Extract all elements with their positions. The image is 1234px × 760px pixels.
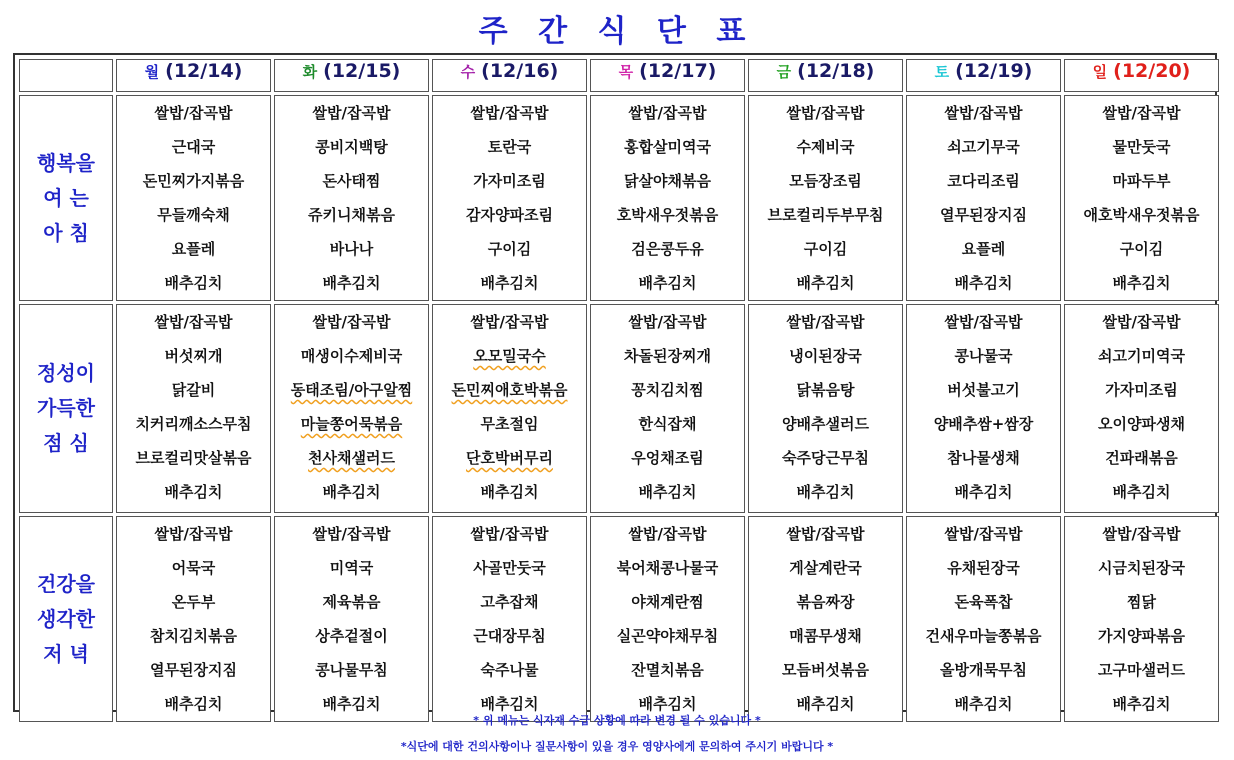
menu-item: 사골만둣국	[473, 559, 546, 577]
menu-item: 코다리조림	[947, 172, 1020, 190]
weekday-icon: 화	[302, 63, 318, 81]
menu-item: 천사채샐러드	[308, 449, 395, 467]
note-line-2: *식단에 대한 건의사항이나 질문사항이 있을 경우 영양사에게 문의하여 주시기 바랍니다 *	[400, 740, 834, 753]
menu-item: 가자미조림	[473, 172, 546, 190]
weekday-icon: 토	[934, 63, 950, 81]
menu-cell	[274, 95, 429, 301]
menu-item: 배추김치	[1112, 274, 1171, 292]
menu-item: 요플레	[961, 240, 1006, 258]
menu-item: 올방개묵무침	[940, 661, 1027, 679]
menu-item: 배추김치	[164, 274, 223, 292]
menu-cell	[432, 95, 587, 301]
meal-label-line: 생각한	[37, 606, 95, 631]
menu-item: 가자미조림	[1105, 381, 1178, 399]
menu-item: 무들깨숙채	[157, 206, 230, 224]
menu-cell	[274, 304, 429, 513]
meal-label-line: 행복을	[37, 150, 95, 175]
menu-item: 야채계란찜	[631, 593, 704, 611]
menu-item: 미역국	[329, 559, 374, 577]
menu-item: 배추김치	[796, 695, 855, 713]
menu-item: 쌀밥/잡곡밥	[312, 525, 391, 543]
menu-item: 참나물생채	[947, 449, 1020, 467]
menu-item: 양배추쌈+쌈장	[933, 415, 1034, 433]
menu-item: 한식잡채	[638, 415, 697, 433]
menu-item: 닭볶음탕	[796, 381, 855, 399]
meal-label-line: 저 녁	[43, 641, 89, 666]
menu-cell	[432, 516, 587, 722]
menu-item: 꽁치김치찜	[631, 381, 704, 399]
menu-item: 쌀밥/잡곡밥	[312, 104, 391, 122]
menu-item: 쌀밥/잡곡밥	[944, 525, 1023, 543]
menu-item: 요플레	[171, 240, 216, 258]
meal-row	[19, 95, 1219, 301]
menu-cell	[906, 516, 1061, 722]
menu-item: 숙주나물	[480, 661, 539, 679]
menu-item: 숙주당근무침	[782, 449, 869, 467]
day-header	[432, 59, 587, 92]
menu-cell	[1064, 304, 1219, 513]
menu-cell	[116, 95, 271, 301]
menu-item: 매생이수제비국	[300, 347, 403, 365]
menu-item: 쌀밥/잡곡밥	[628, 525, 707, 543]
menu-item: 애호박새우젓볶음	[1083, 206, 1200, 224]
menu-item: 버섯불고기	[947, 381, 1020, 399]
day-header	[906, 59, 1061, 92]
menu-item: 볶음짜장	[796, 593, 855, 611]
menu-item: 쌀밥/잡곡밥	[154, 104, 233, 122]
menu-item: 쥬키니채볶음	[308, 206, 395, 224]
menu-item: 건파래볶음	[1105, 449, 1178, 467]
menu-item: 고추잡채	[480, 593, 539, 611]
day-date-label: (12/14)	[165, 60, 243, 82]
menu-item: 돈민찌가지볶음	[142, 172, 245, 190]
menu-item: 배추김치	[480, 695, 539, 713]
meal-row	[19, 516, 1219, 722]
day-date-label: (12/20)	[1113, 60, 1191, 82]
meal-label-line: 정성이	[37, 361, 95, 385]
menu-item: 잔멸치볶음	[631, 661, 704, 679]
menu-item: 돈육폭찹	[954, 593, 1013, 611]
menu-item: 쌀밥/잡곡밥	[944, 104, 1023, 122]
menu-item: 상추겉절이	[315, 627, 388, 645]
day-header	[590, 59, 745, 92]
menu-cell	[748, 516, 903, 722]
menu-cell	[906, 304, 1061, 513]
menu-item: 온두부	[171, 593, 216, 611]
menu-item: 쌀밥/잡곡밥	[470, 313, 549, 331]
menu-item: 구이김	[1119, 240, 1164, 258]
menu-item: 동태조림/아구알찜	[290, 381, 413, 399]
menu-item: 배추김치	[1112, 483, 1171, 501]
menu-item: 쌀밥/잡곡밥	[944, 313, 1023, 331]
meal-label-line: 건강을	[37, 571, 95, 596]
menu-item: 쌀밥/잡곡밥	[786, 313, 865, 331]
day-date-label: (12/16)	[481, 60, 559, 82]
meal-label-line: 아 침	[43, 220, 89, 245]
menu-item: 단호박버무리	[466, 449, 553, 467]
menu-cell	[590, 304, 745, 513]
corner-cell	[19, 59, 113, 92]
weekday-icon: 월	[144, 63, 160, 81]
menu-item: 닭갈비	[171, 381, 216, 399]
menu-item: 마파두부	[1112, 172, 1171, 190]
header-row	[19, 59, 1219, 92]
meal-row	[19, 304, 1219, 513]
menu-item: 배추김치	[1112, 695, 1171, 713]
menu-cell	[590, 95, 745, 301]
menu-cell	[274, 516, 429, 722]
menu-item: 무초절임	[480, 415, 539, 433]
menu-item: 물만둣국	[1112, 138, 1171, 156]
menu-item: 배추김치	[954, 274, 1013, 292]
menu-item: 바나나	[329, 240, 374, 258]
menu-cell	[748, 95, 903, 301]
menu-item: 호박새우젓볶음	[616, 206, 719, 224]
menu-item: 배추김치	[164, 483, 223, 501]
menu-cell	[432, 304, 587, 513]
menu-item: 구이김	[487, 240, 532, 258]
menu-item: 배추김치	[322, 274, 381, 292]
day-date-label: (12/17)	[639, 60, 717, 82]
menu-item: 버섯찌개	[164, 347, 223, 365]
menu-item: 쌀밥/잡곡밥	[470, 525, 549, 543]
menu-item: 시금치된장국	[1098, 559, 1185, 577]
weekday-icon: 일	[1092, 63, 1108, 81]
menu-item: 열무된장지짐	[940, 206, 1027, 224]
menu-item: 쌀밥/잡곡밥	[628, 104, 707, 122]
menu-item: 우엉채조림	[631, 449, 704, 467]
menu-item: 쌀밥/잡곡밥	[470, 104, 549, 122]
menu-item: 양배추샐러드	[782, 415, 869, 433]
menu-item: 쌀밥/잡곡밥	[1102, 313, 1181, 331]
menu-item: 근대장무침	[473, 627, 546, 645]
menu-item: 치커리깨소스무침	[135, 415, 252, 433]
menu-item: 수제비국	[796, 138, 855, 156]
meal-label-line: 가득한	[37, 396, 95, 420]
menu-item: 쌀밥/잡곡밥	[154, 525, 233, 543]
menu-item: 배추김치	[796, 274, 855, 292]
menu-item: 토란국	[487, 138, 532, 156]
menu-item: 쌀밥/잡곡밥	[786, 525, 865, 543]
menu-item: 마늘쫑어묵볶음	[300, 415, 403, 433]
menu-item: 모듬버섯볶음	[782, 661, 869, 679]
menu-item: 닭살야채볶음	[624, 172, 711, 190]
menu-item: 게살계란국	[789, 559, 862, 577]
menu-item: 가지양파볶음	[1098, 627, 1185, 645]
menu-item: 콩나물무침	[315, 661, 388, 679]
menu-item: 쌀밥/잡곡밥	[786, 104, 865, 122]
menu-item: 배추김치	[480, 483, 539, 501]
menu-item: 감자양파조림	[466, 206, 553, 224]
menu-item: 쇠고기미역국	[1098, 347, 1185, 365]
menu-item: 어묵국	[171, 559, 216, 577]
weekday-icon: 수	[460, 63, 476, 81]
menu-item: 고구마샐러드	[1098, 661, 1185, 679]
meal-label	[19, 304, 113, 513]
day-header	[1064, 59, 1219, 92]
menu-item: 쌀밥/잡곡밥	[154, 313, 233, 331]
menu-cell	[590, 516, 745, 722]
menu-item: 오모밀국수	[473, 347, 546, 365]
menu-item: 쇠고기무국	[947, 138, 1020, 156]
meal-label-line: 여 는	[43, 185, 89, 210]
menu-item: 냉이된장국	[789, 347, 862, 365]
menu-item: 배추김치	[322, 695, 381, 713]
day-date-label: (12/15)	[323, 60, 401, 82]
menu-cell	[1064, 95, 1219, 301]
menu-item: 찜닭	[1127, 593, 1156, 611]
menu-item: 배추김치	[638, 483, 697, 501]
menu-item: 배추김치	[638, 695, 697, 713]
day-header	[274, 59, 429, 92]
weekday-icon: 금	[776, 63, 792, 81]
menu-cell	[116, 516, 271, 722]
day-date-label: (12/18)	[797, 60, 875, 82]
menu-item: 배추김치	[322, 483, 381, 501]
meal-label	[19, 95, 113, 301]
menu-item: 열무된장지짐	[150, 661, 237, 679]
menu-cell	[116, 304, 271, 513]
menu-item: 배추김치	[954, 483, 1013, 501]
page-title: 주 간 식 단 표	[478, 14, 756, 49]
menu-item: 브로컬리맛살볶음	[135, 449, 252, 467]
weekday-icon: 목	[618, 63, 634, 81]
menu-item: 유채된장국	[947, 559, 1020, 577]
menu-item: 건새우마늘쫑볶음	[925, 627, 1042, 645]
menu-cell	[748, 304, 903, 513]
menu-item: 차돌된장찌개	[624, 347, 711, 365]
menu-item: 콩나물국	[954, 347, 1013, 365]
day-date-label: (12/19)	[955, 60, 1033, 82]
menu-item: 쌀밥/잡곡밥	[628, 313, 707, 331]
menu-item: 북어채콩나물국	[616, 559, 719, 577]
menu-item: 검은콩두유	[631, 240, 704, 258]
menu-item: 참치김치볶음	[150, 627, 237, 645]
menu-item: 배추김치	[796, 483, 855, 501]
menu-item: 쌀밥/잡곡밥	[1102, 104, 1181, 122]
menu-cell	[906, 95, 1061, 301]
menu-item: 배추김치	[638, 274, 697, 292]
menu-item: 홍합살미역국	[624, 138, 711, 156]
note-line-1: * 위 메뉴는 식자재 수급 상황에 따라 변경 될 수 있습니다 *	[473, 714, 761, 727]
menu-item: 모듬장조림	[789, 172, 862, 190]
menu-item: 콩비지백탕	[315, 138, 388, 156]
menu-item: 쌀밥/잡곡밥	[1102, 525, 1181, 543]
menu-item: 구이김	[803, 240, 848, 258]
day-header	[116, 59, 271, 92]
menu-item: 배추김치	[164, 695, 223, 713]
day-header	[748, 59, 903, 92]
meal-label	[19, 516, 113, 722]
menu-item: 쌀밥/잡곡밥	[312, 313, 391, 331]
menu-item: 실곤약야채무침	[616, 627, 719, 645]
menu-item: 매콤무생채	[789, 627, 862, 645]
menu-item: 배추김치	[480, 274, 539, 292]
menu-item: 브로컬리두부무침	[767, 206, 884, 224]
menu-item: 돈민찌애호박볶음	[451, 381, 568, 399]
menu-item: 오이양파생채	[1098, 415, 1185, 433]
menu-item: 배추김치	[954, 695, 1013, 713]
menu-cell	[1064, 516, 1219, 722]
meal-label-line: 점 심	[43, 431, 89, 455]
menu-item: 근대국	[171, 138, 216, 156]
weekly-menu-table	[16, 56, 1222, 725]
menu-item: 돈사태찜	[322, 172, 381, 190]
menu-item: 제육볶음	[322, 593, 381, 611]
